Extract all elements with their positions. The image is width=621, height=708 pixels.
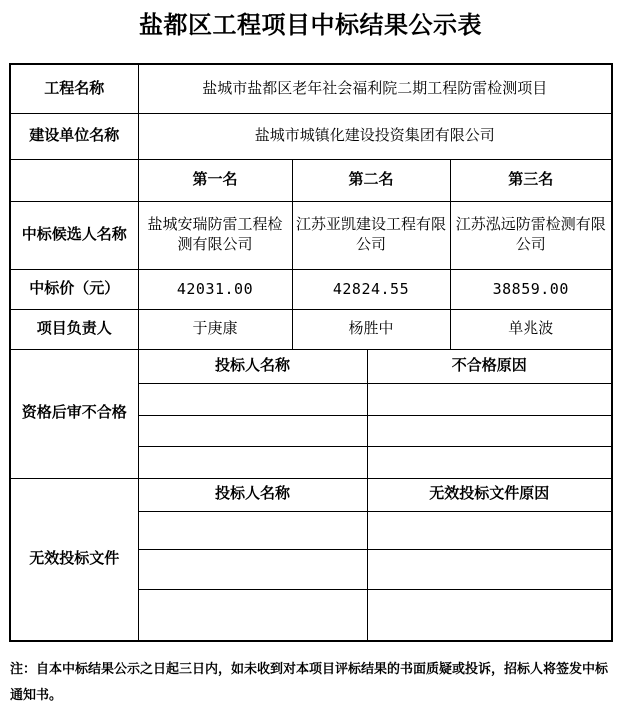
invalid-reason-cell-3 [367,589,612,641]
price-third: 38859.00 [450,269,612,309]
invalid-reason-header: 无效投标文件原因 [367,478,612,511]
unqualified-reason-header: 不合格原因 [367,349,612,383]
manager-row [10,309,612,349]
project-name-label: 工程名称 [10,64,138,113]
manager-first: 于庚康 [138,309,292,349]
candidate-second: 江苏亚凯建设工程有限公司 [292,201,450,269]
unqualified-reason-cell-1 [367,383,612,415]
price-first: 42031.00 [138,269,292,309]
candidate-first: 盐城安瑞防雷工程检测有限公司 [138,201,292,269]
footer-note: 注：自本中标结果公示之日起三日内，如未收到对本项目评标结果的书面质疑或投诉，招标人将签发中标通知书。 [10,661,609,702]
unqualified-section-label: 资格后审不合格 [10,349,138,478]
invalid-bidder-cell-1 [138,511,367,549]
bid-result-table [9,63,613,642]
invalid-reason-cell-1 [367,511,612,549]
price-second: 42824.55 [292,269,450,309]
page-title: 盐都区工程项目中标结果公示表 [139,12,482,39]
unqualified-reason-cell-3 [367,446,612,478]
candidates-label: 中标候选人名称 [10,201,138,269]
invalid-bidder-cell-2 [138,549,367,589]
candidate-third: 江苏泓远防雷检测有限公司 [450,201,612,269]
price-row [10,269,612,309]
rank-corner-cell [10,159,138,201]
invalid-bidder-header: 投标人名称 [138,478,367,511]
unqualified-reason-cell-2 [367,415,612,446]
unqualified-bidder-cell-3 [138,446,367,478]
unqualified-header-row [10,349,612,383]
project-name-value: 盐城市盐都区老年社会福利院二期工程防雷检测项目 [138,64,612,113]
rank-first-header: 第一名 [138,159,292,201]
unqualified-bidder-cell-1 [138,383,367,415]
price-label: 中标价（元） [10,269,138,309]
manager-second: 杨胜中 [292,309,450,349]
invalid-header-row [10,478,612,511]
invalid-bidder-cell-3 [138,589,367,641]
manager-third: 单兆波 [450,309,612,349]
rank-header-row [10,159,612,201]
project-name-row [10,64,612,113]
manager-label: 项目负责人 [10,309,138,349]
owner-value: 盐城市城镇化建设投资集团有限公司 [138,113,612,159]
rank-second-header: 第二名 [292,159,450,201]
candidates-row [10,201,612,269]
invalid-reason-cell-2 [367,549,612,589]
unqualified-bidder-cell-2 [138,415,367,446]
owner-row [10,113,612,159]
rank-third-header: 第三名 [450,159,612,201]
owner-label: 建设单位名称 [10,113,138,159]
unqualified-bidder-header: 投标人名称 [138,349,367,383]
invalid-section-label: 无效投标文件 [10,478,138,641]
